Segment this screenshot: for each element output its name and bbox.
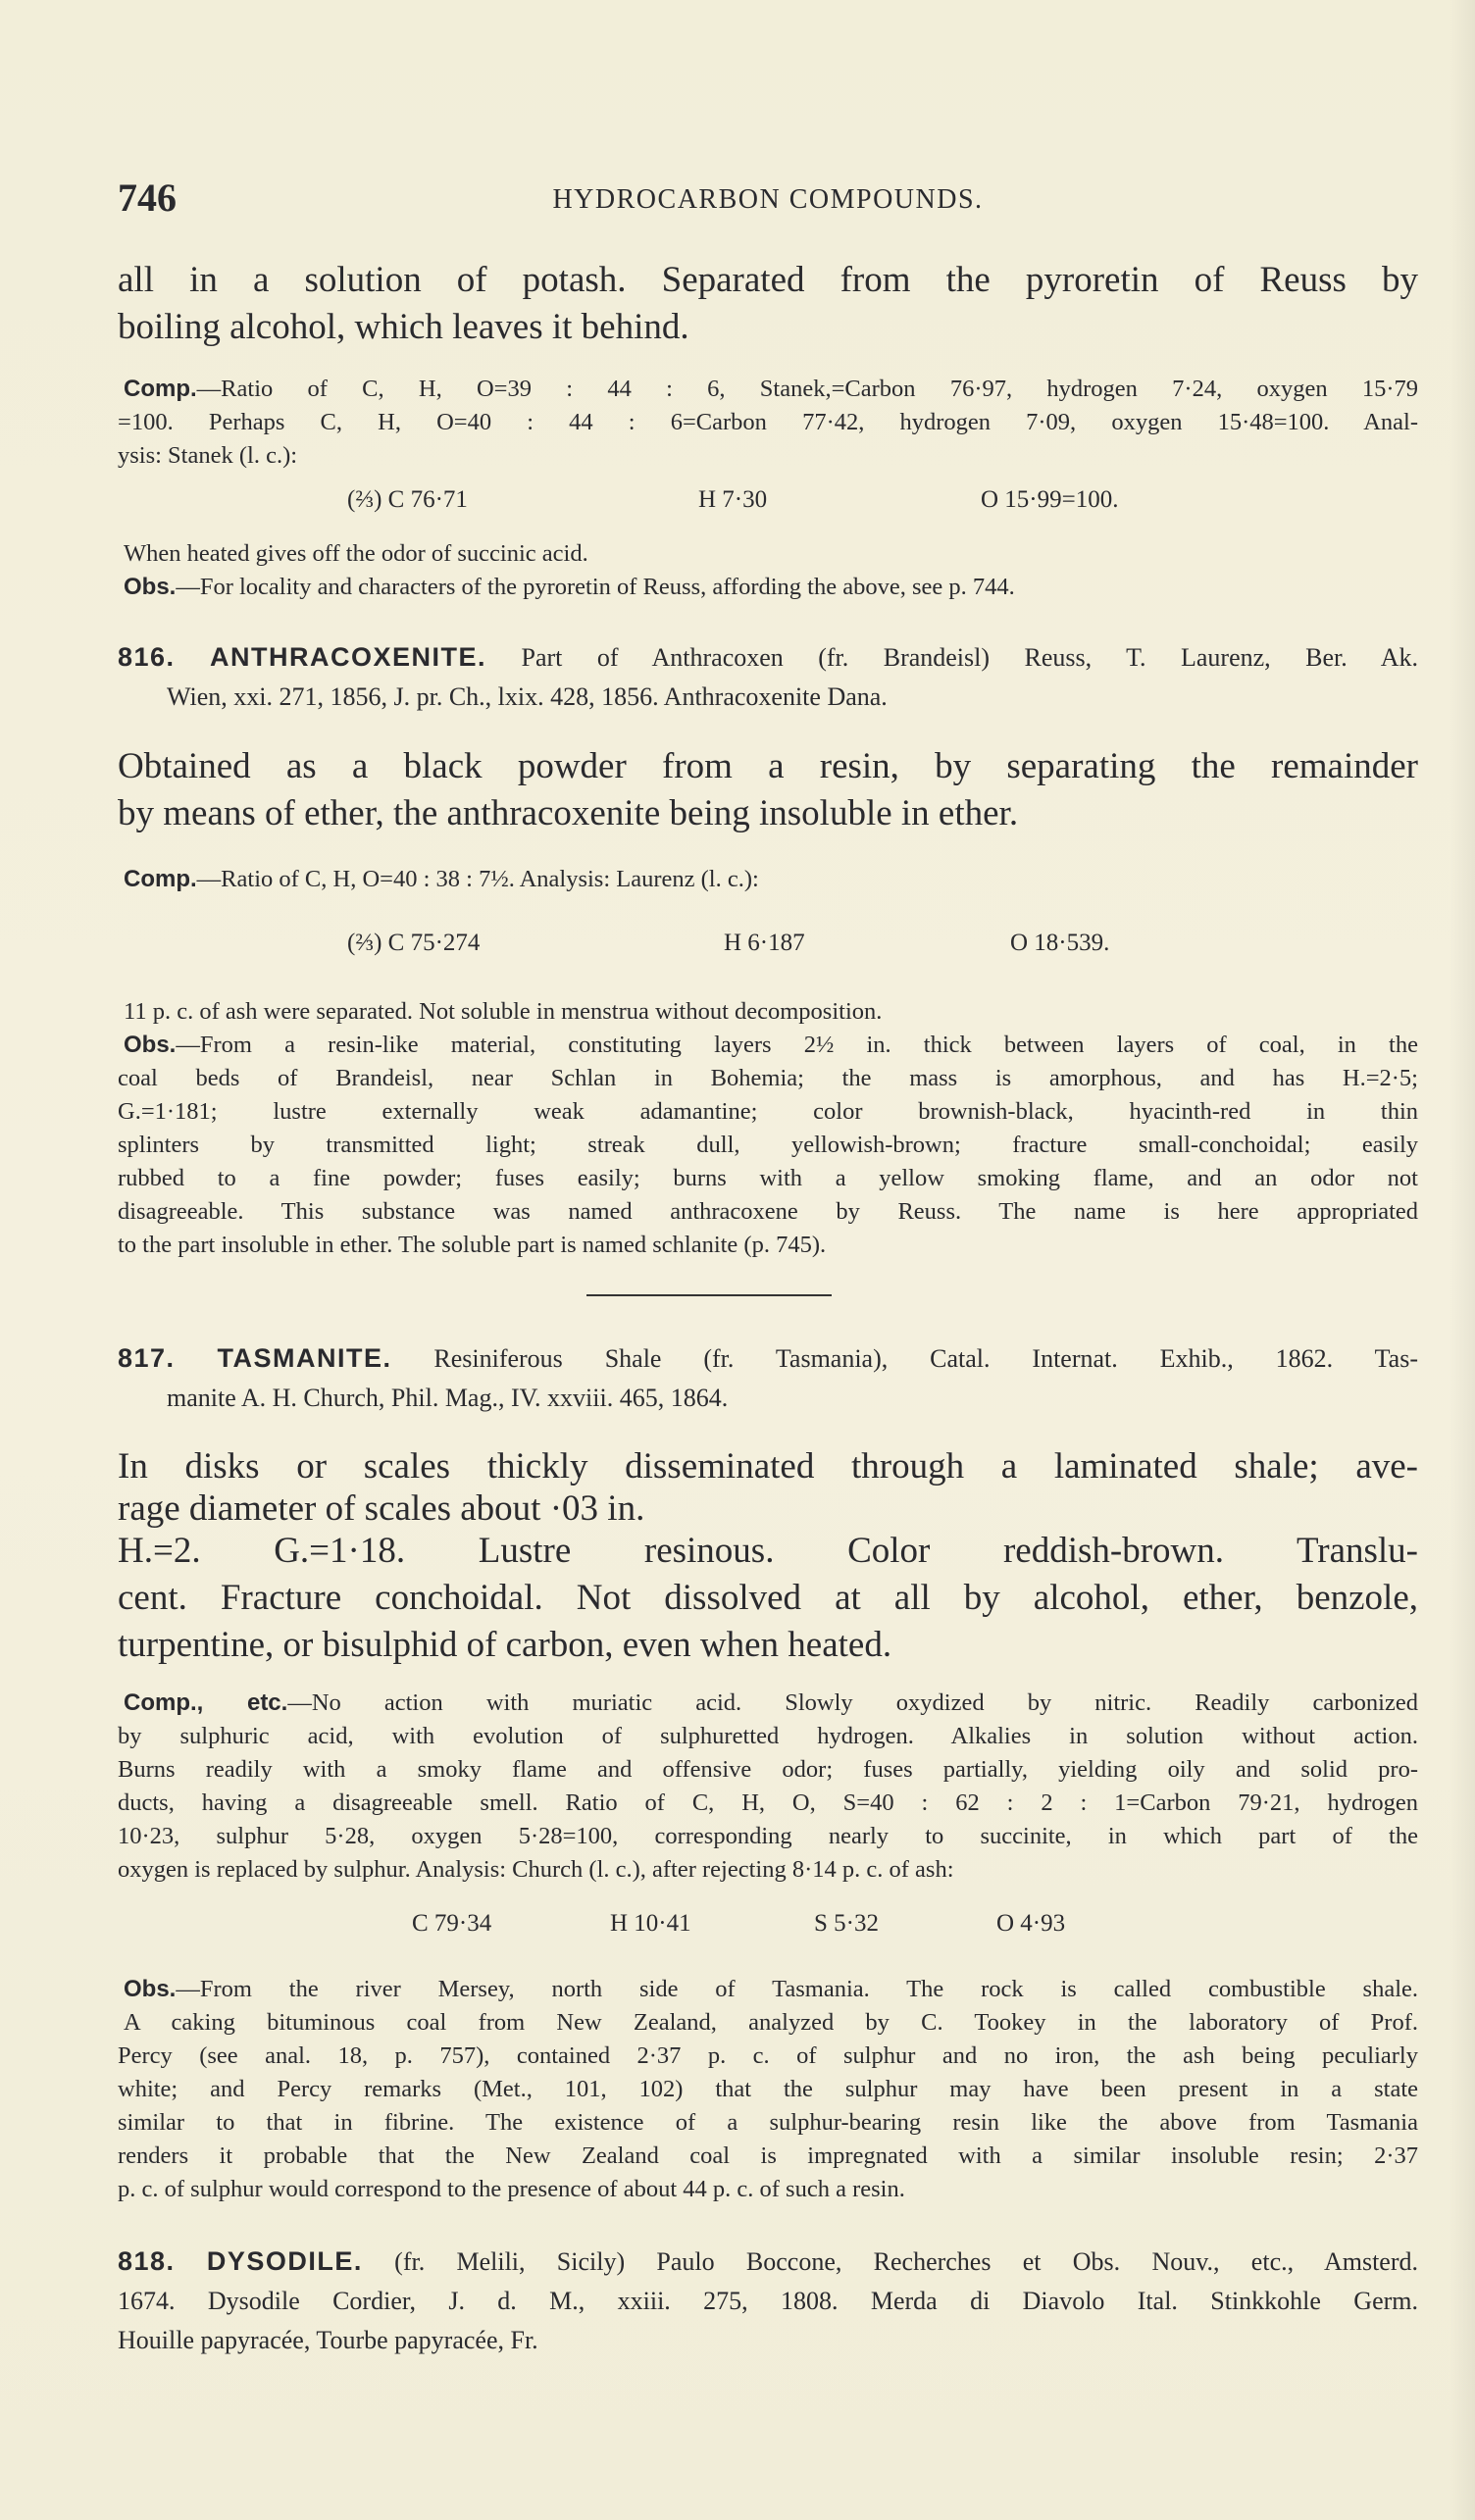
comp-lead: Comp. xyxy=(124,376,197,402)
page-edge-shadow xyxy=(1450,0,1475,2520)
formula-c: (⅔) C 76·71 xyxy=(347,486,468,513)
heated-note xyxy=(118,537,1418,604)
entry-816-obs xyxy=(118,995,1418,1262)
text-line: =100. Perhaps C, H, O=40 : 44 : 6=Carbon 77·42, hydrogen 7·09, oxygen 15·48=100. Anal- xyxy=(118,409,1418,435)
page-header xyxy=(118,175,1418,224)
text-line: ducts, having a disagreeable smell. Ratio of C, H, O, S=40 : 62 : 2 : 1=Carbon 79·21, hydrogen xyxy=(118,1789,1418,1816)
section-divider xyxy=(586,1294,832,1296)
text-line: coal beds of Brandeisl, near Schlan in Bohemia; the mass is amorphous, and has H.=2·5; xyxy=(118,1065,1418,1091)
formula-s: S 5·32 xyxy=(814,1910,879,1937)
entry-816-description xyxy=(118,743,1418,837)
comp-paragraph-815 xyxy=(118,373,1418,473)
text-line xyxy=(118,2242,1418,2282)
obs-lead: Obs. xyxy=(124,574,177,600)
text-line xyxy=(118,373,1418,406)
text-line: turpentine, or bisulphid of carbon, even when heated. xyxy=(118,1625,892,1665)
text-line: manite A. H. Church, Phil. Mag., IV. xxviii. 465, 1864. xyxy=(167,1384,729,1412)
entry-817-obs xyxy=(118,1973,1418,2206)
species-name: TASMANITE. xyxy=(217,1343,392,1373)
text-line xyxy=(118,1973,1418,2006)
formula-c: C 79·34 xyxy=(412,1910,492,1937)
formula-h: H 6·187 xyxy=(724,930,805,956)
formula-c: (⅔) C 75·274 xyxy=(347,930,481,956)
text-line: disagreeable. This substance was named anthracoxene by Reuss. The name is here appropriated xyxy=(118,1198,1418,1225)
page-number: 746 xyxy=(118,176,177,220)
species-name: ANTHRACOXENITE. xyxy=(210,642,487,672)
text-line: by sulphuric acid, with evolution of sulphuretted hydrogen. Alkalies in solution without action. xyxy=(118,1723,1418,1749)
text-line: 11 p. c. of ash were separated. Not soluble in menstrua without decomposition. xyxy=(124,998,883,1025)
text-fragment: (fr. Melili, Sicily) Paulo Boccone, Recherches et Obs. Nouv., etc., Amsterd. xyxy=(394,2247,1418,2276)
entry-816-heading xyxy=(118,637,1418,717)
formula-h: H 7·30 xyxy=(698,486,768,513)
text-line: When heated gives off the odor of succinic acid. xyxy=(124,540,588,567)
text-fragment: —For locality and characters of the pyroretin of Reuss, affording the above, see p. 744. xyxy=(176,574,1015,600)
text-line xyxy=(118,1029,1418,1062)
text-line: In disks or scales thickly disseminated through a laminated shale; ave- xyxy=(118,1446,1418,1487)
text-line: all in a solution of potash. Separated from the pyroretin of Reuss by xyxy=(118,260,1418,300)
entry-818-heading xyxy=(118,2242,1418,2360)
formula-o: O 4·93 xyxy=(996,1910,1066,1937)
obs-lead: Obs. xyxy=(124,1976,177,2002)
comp-lead: Comp., etc. xyxy=(124,1689,288,1716)
text-fragment: —Ratio of C, H, O=39 : 44 : 6, Stanek,=Carbon 76·97, hydrogen 7·24, oxygen 15·79 xyxy=(196,376,1418,402)
text-line: rubbed to a fine powder; fuses easily; burns with a yellow smoking flame, and an odor not xyxy=(118,1165,1418,1191)
entry-816-comp xyxy=(118,863,1418,896)
text-line: H.=2. G.=1·18. Lustre resinous. Color reddish-brown. Translu- xyxy=(118,1531,1418,1571)
formula-o: O 15·99=100. xyxy=(981,486,1119,513)
text-line: by means of ether, the anthracoxenite being insoluble in ether. xyxy=(118,793,1019,833)
text-line xyxy=(118,1687,1418,1720)
entry-number: 818. xyxy=(118,2246,176,2276)
text-line: Wien, xxi. 271, 1856, J. pr. Ch., lxix. 428, 1856. Anthracoxenite Dana. xyxy=(167,682,888,711)
text-line: to the part insoluble in ether. The soluble part is named schlanite (p. 745). xyxy=(118,1232,827,1258)
text-line: A caking bituminous coal from New Zealand, analyzed by C. Tookey in the laboratory of Prof. xyxy=(124,2009,1418,2036)
formula-h: H 10·41 xyxy=(610,1910,691,1937)
entry-number: 816. xyxy=(118,642,176,672)
text-line: Percy (see anal. 18, p. 757), contained 2·37 p. c. of sulphur and no iron, the ash being peculiarly xyxy=(118,2042,1418,2069)
text-line: renders it probable that the New Zealand coal is impregnated with a similar insoluble resin; 2·37 xyxy=(118,2142,1418,2169)
text-line: white; and Percy remarks (Met., 101, 102) that the sulphur may have been present in a state xyxy=(118,2076,1418,2102)
intro-paragraph xyxy=(118,257,1418,351)
entry-number: 817. xyxy=(118,1343,176,1373)
text-fragment: —No action with muriatic acid. Slowly oxydized by nitric. Readily carbonized xyxy=(287,1689,1418,1716)
text-line: 10·23, sulphur 5·28, oxygen 5·28=100, corresponding nearly to succinite, in which part of the xyxy=(118,1823,1418,1849)
text-line xyxy=(118,637,1418,678)
formula-o: O 18·539. xyxy=(1010,930,1110,956)
text-fragment: Resiniferous Shale (fr. Tasmania), Catal. Internat. Exhib., 1862. Tas- xyxy=(433,1344,1418,1373)
running-head: HYDROCARBON COMPOUNDS. xyxy=(552,184,984,215)
text-line: similar to that in fibrine. The existence of a sulphur-bearing resin like the above from Tasmania xyxy=(118,2109,1418,2136)
text-line xyxy=(118,571,1418,604)
text-fragment: —Ratio of C, H, O=40 : 38 : 7½. Analysis: Laurenz (l. c.): xyxy=(196,866,759,892)
text-line: Houille papyracée, Tourbe papyracée, Fr. xyxy=(118,2326,538,2354)
text-line xyxy=(118,1338,1418,1379)
text-fragment: Part of Anthracoxen (fr. Brandeisl) Reuss, T. Laurenz, Ber. Ak. xyxy=(521,643,1418,672)
obs-lead: Obs. xyxy=(124,1032,177,1058)
text-line: Obtained as a black powder from a resin, by separating the remainder xyxy=(118,746,1418,786)
text-line xyxy=(118,863,1418,896)
entry-817-comp xyxy=(118,1687,1418,1887)
text-line: splinters by transmitted light; streak dull, yellowish-brown; fracture small-conchoidal; easily xyxy=(118,1132,1418,1158)
entry-817-heading xyxy=(118,1338,1418,1418)
entry-817-description xyxy=(118,1443,1418,1669)
text-line: 1674. Dysodile Cordier, J. d. M., xxiii. 275, 1808. Merda di Diavolo Ital. Stinkkohle Germ. xyxy=(118,2287,1418,2315)
text-line: p. c. of sulphur would correspond to the presence of about 44 p. c. of such a resin. xyxy=(118,2176,905,2202)
text-line: rage diameter of scales about ·03 in. xyxy=(118,1488,645,1529)
text-line: Burns readily with a smoky flame and offensive odor; fuses partially, yielding oily and solid pro- xyxy=(118,1756,1418,1783)
text-fragment: —From the river Mersey, north side of Tasmania. The rock is called combustible shale. xyxy=(176,1976,1418,2002)
text-line: boiling alcohol, which leaves it behind. xyxy=(118,307,689,347)
text-line: cent. Fracture conchoidal. Not dissolved at all by alcohol, ether, benzole, xyxy=(118,1578,1418,1618)
text-fragment: —From a resin-like material, constituting layers 2½ in. thick between layers of coal, in the xyxy=(176,1032,1418,1058)
text-line: ysis: Stanek (l. c.): xyxy=(118,442,298,469)
text-line: oxygen is replaced by sulphur. Analysis: Church (l. c.), after rejecting 8·14 p. c. of ash: xyxy=(118,1856,954,1883)
species-name: DYSODILE. xyxy=(206,2246,363,2276)
comp-lead: Comp. xyxy=(124,866,197,892)
text-line: G.=1·181; lustre externally weak adamantine; color brownish-black, hyacinth-red in thin xyxy=(118,1098,1418,1125)
